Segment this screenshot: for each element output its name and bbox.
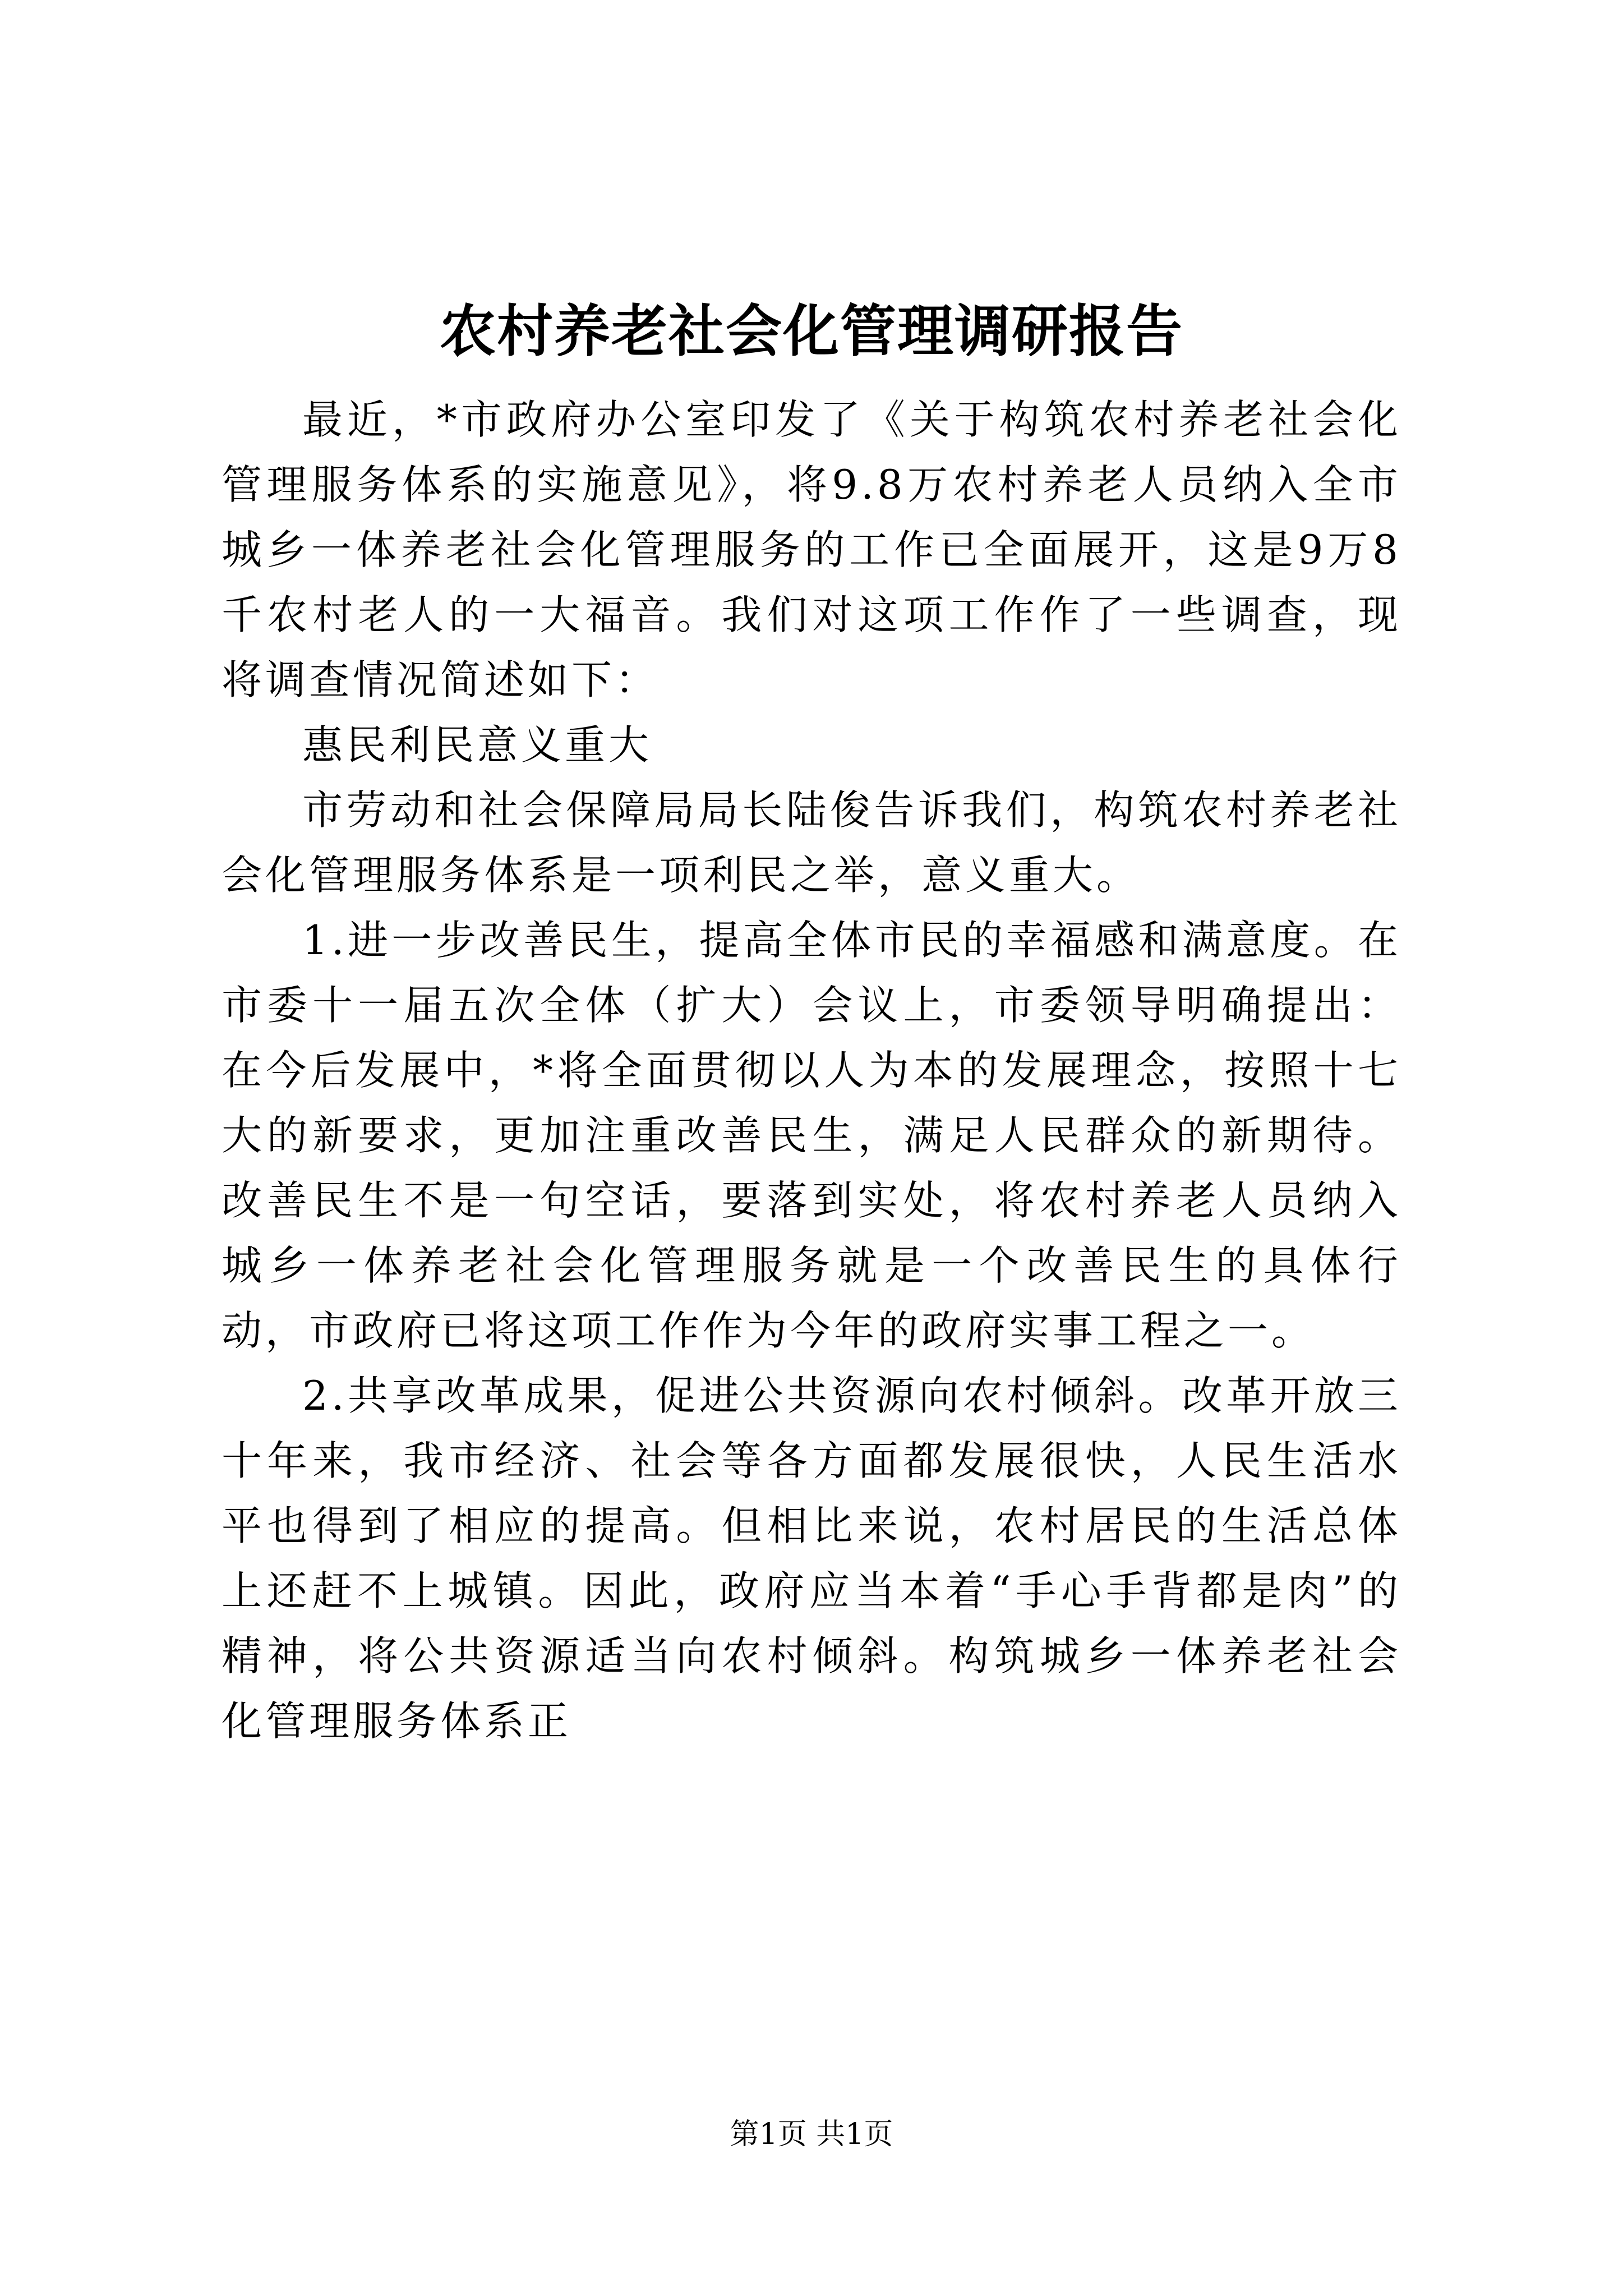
document-body <box>222 387 1401 1754</box>
section-heading: 惠民利民意义重大 <box>302 721 653 769</box>
paragraph-point-2: 2.共享改革成果，促进公共资源向农村倾斜。改革开放三十年来，我市经济、社会等各方面都发展很快，人民生活水平也得到了相应的提高。但相比来说，农村居民的生活总体上还赶不上城镇。因此，政府应当本着“手心手背都是肉”的精神，将公共资源适当向农村倾斜。构筑城乡一体养老社会化管理服务体系正 <box>222 1372 1401 1745</box>
page-number-footer: 第1页 共1页 <box>730 2118 893 2151</box>
paragraph-point-1: 1.进一步改善民生，提高全体市民的幸福感和满意度。在市委十一届五次全体（扩大）会议上，市委领导明确提出：在今后发展中，*将全面贯彻以人为本的发展理念，按照十七大的新要求，更加注重改善民生，满足人民群众的新期待。改善民生不是一句空话，要落到实处，将农村养老人员纳入城乡一体养老社会化管理服务就是一个改善民生的具体行动，市政府已将这项工作作为今年的政府实事工程之一。 <box>222 917 1401 1354</box>
paragraph-director-quote: 市劳动和社会保障局局长陆俊告诉我们，构筑农村养老社会化管理服务体系是一项利民之举，意义重大。 <box>222 786 1401 899</box>
document-title: 农村养老社会化管理调研报告 <box>440 298 1183 364</box>
paragraph-intro: 最近，*市政府办公室印发了《关于构筑农村养老社会化管理服务体系的实施意见》，将9.8万农村养老人员纳入全市城乡一体养老社会化管理服务的工作已全面展开，这是9万8千农村老人的一大福音。我们对这项工作作了一些调查，现将调查情况简述如下： <box>222 396 1401 703</box>
